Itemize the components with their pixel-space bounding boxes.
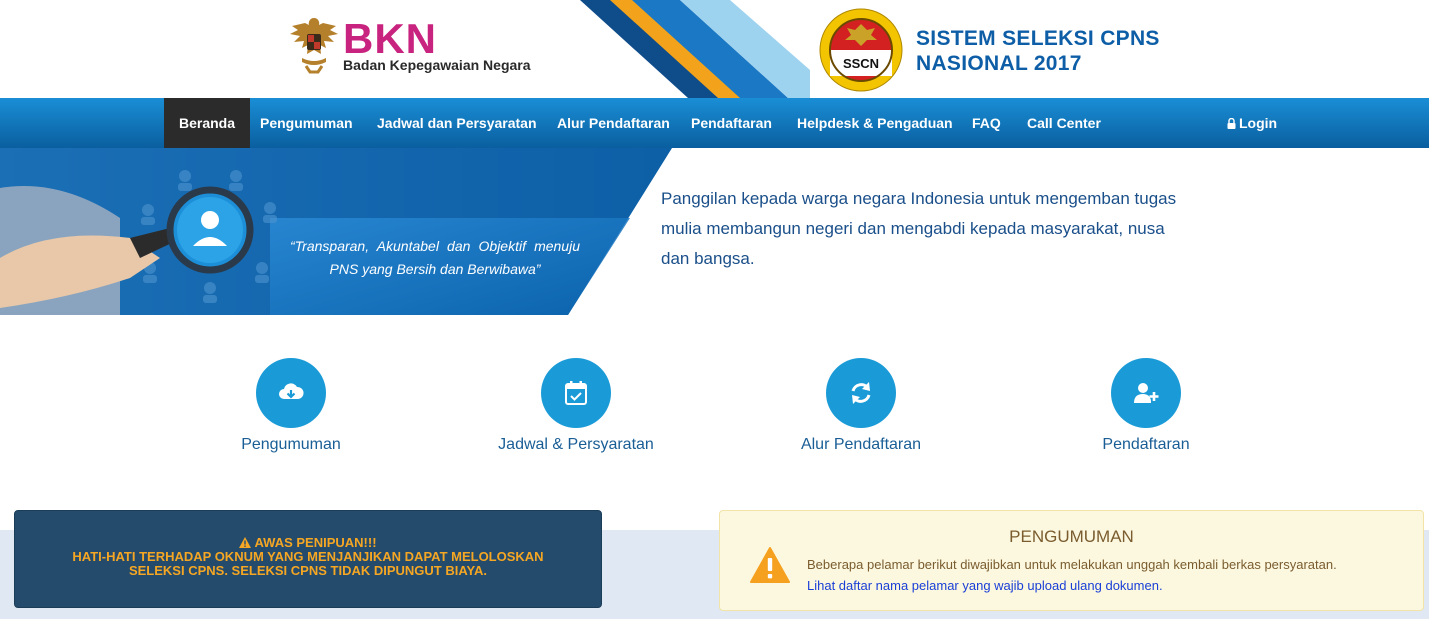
sscn-title-line2: NASIONAL 2017	[916, 52, 1082, 75]
warning-triangle-icon	[750, 546, 790, 584]
header-stripes-decoration	[570, 0, 810, 98]
nav-item-beranda[interactable]: Beranda	[164, 98, 250, 148]
quick-link-circle	[541, 358, 611, 428]
site-header	[0, 0, 1429, 98]
garuda-emblem-icon	[288, 14, 340, 74]
nav-item-alur[interactable]: Alur Pendaftaran	[557, 115, 670, 131]
quick-link-label: Alur Pendaftaran	[800, 436, 922, 453]
announcement-link[interactable]: Lihat daftar nama pelamar yang wajib upload ulang dokumen.	[807, 578, 1163, 593]
login-button[interactable]	[1212, 98, 1292, 148]
fraud-warning-box	[14, 510, 602, 608]
quick-link-jadwal[interactable]	[476, 358, 676, 454]
login-label: Login	[1239, 115, 1278, 131]
banner-tagline: Panggilan kepada warga negara Indonesia untuk mengemban tugas mulia membangun negeri dan mengabdi kepada masyarakat, nusa dan bangsa.	[661, 189, 1177, 268]
fraud-warning-title-text: AWAS PENIPUAN!!!	[254, 535, 377, 550]
banner-magnifier-illustration	[0, 148, 672, 315]
lock-icon	[1227, 118, 1236, 129]
sscn-title	[916, 26, 1160, 76]
quick-link-circle	[1111, 358, 1181, 428]
nav-item-faq[interactable]: FAQ	[972, 115, 1001, 131]
sscn-seal-logo	[818, 8, 904, 92]
warning-triangle-icon	[239, 537, 251, 548]
quick-link-circle	[256, 358, 326, 428]
nav-item-call-center[interactable]: Call Center	[1027, 115, 1101, 131]
hero-banner	[0, 148, 1429, 315]
nav-item-pengumuman[interactable]: Pengumuman	[260, 115, 353, 131]
announcement-title: PENGUMUMAN	[1009, 527, 1134, 546]
banner-quote: “Transparan, Akuntabel dan Objektif menuju PNS yang Bersih dan Berwibawa”	[290, 238, 580, 277]
fraud-warning-text: HATI-HATI TERHADAP OKNUM YANG MENJANJIKAN DAPAT MELOLOSKAN SELEKSI CPNS. SELEKSI CPNS TIDAK DIPUNGUT BIAYA.	[72, 549, 544, 578]
fraud-warning-title	[15, 535, 601, 550]
quick-link-circle	[826, 358, 896, 428]
refresh-icon	[847, 379, 875, 407]
quick-link-alur[interactable]	[761, 358, 961, 454]
nav-item-pendaftaran[interactable]: Pendaftaran	[691, 115, 772, 131]
quick-link-pengumuman[interactable]	[191, 358, 391, 454]
sscn-title-line1: SISTEM SELEKSI CPNS	[916, 27, 1160, 50]
bkn-subtitle: Badan Kepegawaian Negara	[343, 57, 531, 73]
quick-link-label: Jadwal & Persyaratan	[498, 436, 654, 453]
sscn-badge-text: SSCN	[842, 56, 880, 71]
nav-item-helpdesk[interactable]: Helpdesk & Pengaduan	[797, 115, 953, 131]
bkn-title: BKN	[343, 15, 437, 62]
main-nav	[0, 98, 1429, 148]
quick-link-pendaftaran[interactable]	[1046, 358, 1246, 454]
announcement-box	[719, 510, 1424, 611]
calendar-check-icon	[562, 379, 590, 407]
quick-link-label: Pengumuman	[241, 436, 341, 453]
announcement-text: Beberapa pelamar berikut diwajibkan untuk melakukan unggah kembali berkas persyaratan.	[807, 557, 1337, 572]
user-plus-icon	[1132, 379, 1160, 407]
quick-link-label: Pendaftaran	[1102, 436, 1190, 453]
cloud-download-icon	[277, 379, 305, 407]
nav-item-jadwal[interactable]: Jadwal dan Persyaratan	[377, 115, 537, 131]
